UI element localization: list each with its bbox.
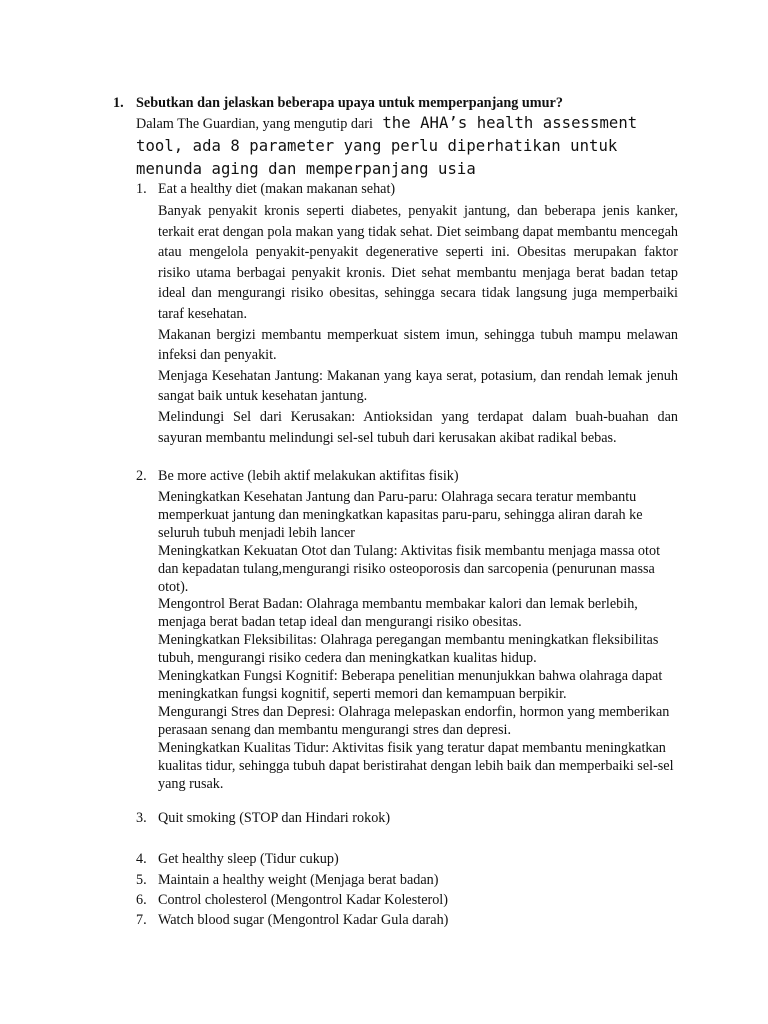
list-item-number: 5. xyxy=(136,872,147,888)
list-item-number: 7. xyxy=(136,912,147,928)
body-paragraph: Meningkatkan Kualitas Tidur: Aktivitas fisik yang teratur dapat membantu meningkatkan kualitas tidur, sehingga tubuh dapat beristirahat dengan lebih baik dan memperbaiki sel-sel yang rusak. xyxy=(158,739,674,792)
intro-rest: the AHA’s health assessment tool, ada 8 parameter yang perlu diperhatikan untuk menunda aging dan memperpanjang usia xyxy=(136,114,638,178)
list-item-number: 6. xyxy=(136,892,147,908)
list-item-heading: Watch blood sugar (Mengontrol Kadar Gula darah) xyxy=(158,912,449,928)
body-paragraph: Mengontrol Berat Badan: Olahraga membantu membakar kalori dan lemak berlebih, menjaga berat badan tetap ideal dan mengurangi risiko obesitas. xyxy=(158,596,638,631)
list-item-number: 2. xyxy=(136,468,147,484)
intro-paragraph xyxy=(136,112,678,181)
list-item-heading: Eat a healthy diet (makan makanan sehat) xyxy=(158,181,396,197)
list-item-heading: Maintain a healthy weight (Menjaga berat badan) xyxy=(158,872,439,888)
body-paragraph: Meningkatkan Kekuatan Otot dan Tulang: Aktivitas fisik membantu menjaga massa otot dan kepadatan tulang,mengurangi risiko osteoporosis dan sarcopenia (penurunan massa otot). xyxy=(158,542,661,595)
body-paragraph: Menjaga Kesehatan Jantung: Makanan yang kaya serat, potasium, dan rendah lemak jenuh sangat baik untuk kesehatan jantung. xyxy=(158,367,678,405)
list-item-number: 3. xyxy=(136,810,147,826)
body-paragraph: Melindungi Sel dari Kerusakan: Antioksidan yang terdapat dalam buah-buahan dan sayuran membantu melindungi sel-sel tubuh dari kerusakan akibat radikal bebas. xyxy=(158,408,678,446)
list-item-number: 1. xyxy=(136,181,147,197)
body-paragraph: Meningkatkan Kesehatan Jantung dan Paru-paru: Olahraga secara teratur membantu memperkuat jantung dan meningkatkan kapasitas paru-paru, sehingga aliran darah ke seluruh tubuh menjadi lebih lancer xyxy=(158,489,643,541)
body-paragraph: Makanan bergizi membantu memperkuat sistem imun, sehingga tubuh mampu melawan infeksi dan penyakit. xyxy=(158,326,678,364)
body-paragraph: Mengurangi Stres dan Depresi: Olahraga melepaskan endorfin, hormon yang memberikan perasaan senang dan membantu mengurangi stres dan depresi. xyxy=(158,703,670,738)
intro-lead: Dalam The Guardian, yang mengutip dari xyxy=(136,116,373,132)
list-item-1-body xyxy=(158,201,678,448)
list-item-heading: Control cholesterol (Mengontrol Kadar Kolesterol) xyxy=(158,892,448,908)
body-paragraph: Meningkatkan Fleksibilitas: Olahraga peregangan membantu meningkatkan fleksibilitas tubuh, mengurangi risiko cedera dan meningkatkan kualitas hidup. xyxy=(158,632,659,667)
list-item-2-body xyxy=(158,489,678,793)
body-paragraph: Meningkatkan Fungsi Kognitif: Beberapa penelitian menunjukkan bahwa olahraga dapat meningkatkan fungsi kognitif, seperti memori dan kemampuan berpikir. xyxy=(158,668,663,702)
body-paragraph: Banyak penyakit kronis seperti diabetes, penyakit jantung, dan beberapa jenis kanker, terkait erat dengan pola makan yang tidak sehat. Diet seimbang dapat membantu mencegah atau mengelola penyakit-penyakit degenerative seperti ini. Obesitas merupakan faktor risiko utama berbagai penyakit kronis. Diet sehat membantu menjaga berat badan tetap ideal dan mengurangi risiko obesitas, sehingga secara tidak langsung juga memperbaiki taraf kesehatan. xyxy=(158,203,678,322)
list-item-number: 4. xyxy=(136,851,147,867)
question-number: 1. xyxy=(113,95,124,111)
list-item-heading: Quit smoking (STOP dan Hindari rokok) xyxy=(158,810,391,826)
list-item-heading: Be more active (lebih aktif melakukan aktifitas fisik) xyxy=(158,468,459,484)
list-item-heading: Get healthy sleep (Tidur cukup) xyxy=(158,851,339,867)
question-text: Sebutkan dan jelaskan beberapa upaya untuk memperpanjang umur? xyxy=(136,95,563,111)
